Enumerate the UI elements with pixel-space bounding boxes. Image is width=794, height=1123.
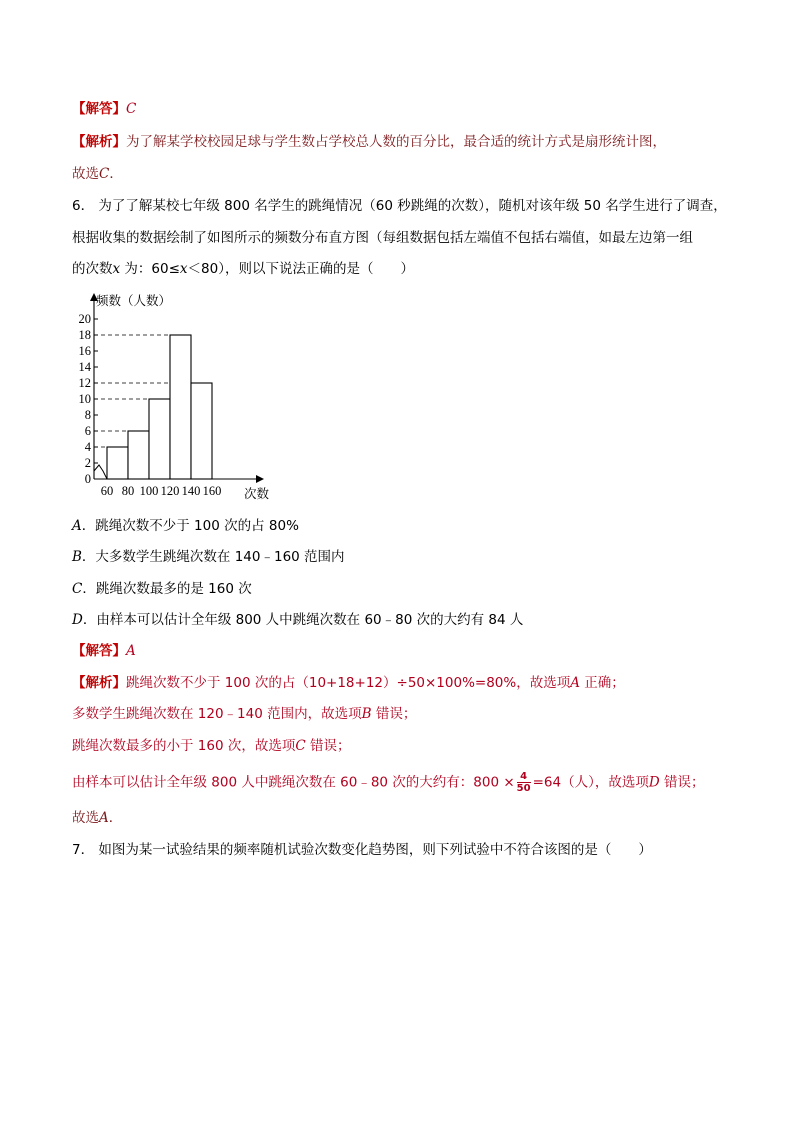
x-tick-label: 80	[121, 484, 135, 498]
q6-analysis-line4: 由样本可以估计全年级 800 人中跳绳次数在 60﹣80 次的大约有：800 × $\frac{4}{50}$ =64（人），故选项D 错误；	[72, 771, 705, 794]
option-d: D．由样本可以估计全年级 800 人中跳绳次数在 60﹣80 次的大约有 84 人	[72, 612, 524, 628]
y-tick-label: 2	[84, 456, 91, 470]
prev-answer-line	[72, 99, 136, 119]
y-axis-label: 频数（人数）	[96, 293, 172, 308]
q7-stem: 7． 如图为某一试验结果的频率随机试验次数变化趋势图，则下列试验中不符合该图的是（ ）	[72, 842, 652, 858]
histogram-bar	[128, 431, 149, 479]
histogram-bar	[149, 399, 170, 479]
y-tick-label: 20	[78, 312, 91, 326]
answer-tag: 【解答】	[72, 101, 126, 117]
q6-analysis-line1: 【解析】跳绳次数不少于 100 次的占（10+18+12）÷50×100%=80%，故选项A 正确；	[72, 675, 625, 691]
y-tick-label: 10	[78, 392, 91, 406]
analysis-text: 为了解某学校校园足球与学生数占学校总人数的百分比，最合适的统计方式是扇形统计图，	[126, 134, 666, 150]
chart-bars	[107, 335, 212, 479]
q6-stem-line3: 的次数x 为：60≤x＜80），则以下说法正确的是（ ）	[72, 261, 414, 277]
prev-analysis-line	[72, 132, 666, 152]
y-tick-label: 4	[84, 440, 91, 454]
axis-break	[94, 465, 107, 479]
y-tick-label: 12	[78, 376, 91, 390]
fraction: $\frac{4}{50}$	[516, 771, 531, 794]
x-axis-label: 次数	[244, 486, 270, 501]
histogram-bar	[107, 447, 128, 479]
answer-letter: C	[126, 101, 137, 117]
analysis-tag: 【解析】	[72, 134, 126, 150]
y-tick-label: 0	[84, 472, 91, 486]
x-tick-label: 60	[100, 484, 114, 498]
chart-x-ticks	[101, 484, 222, 498]
histogram-chart	[72, 285, 282, 507]
x-tick-label: 100	[139, 484, 159, 498]
x-tick-label: 120	[160, 484, 180, 498]
option-c: C．跳绳次数最多的是 160 次	[72, 581, 252, 597]
y-tick-label: 18	[78, 328, 91, 342]
prev-conclusion-line: 故选C．	[72, 166, 123, 182]
q6-analysis-line2: 多数学生跳绳次数在 120﹣140 范围内，故选项B 错误；	[72, 706, 417, 722]
y-tick-label: 8	[84, 408, 91, 422]
q6-analysis-line3: 跳绳次数最多的小于 160 次，故选项C 错误；	[72, 738, 351, 754]
x-axis-arrow	[256, 475, 264, 483]
histogram-bar	[191, 383, 212, 479]
histogram-bar	[170, 335, 191, 479]
chart-y-ticks	[79, 312, 99, 486]
x-tick-label: 140	[181, 484, 201, 498]
y-tick-label: 14	[78, 360, 91, 374]
option-b: B．大多数学生跳绳次数在 140﹣160 范围内	[72, 549, 345, 565]
q6-answer-line: 【解答】A	[72, 643, 136, 659]
q6-stem-line1: 6． 为了了解某校七年级 800 名学生的跳绳情况（60 秒跳绳的次数），随机对该年级 50 名学生进行了调查，	[72, 198, 727, 214]
option-a: A．跳绳次数不少于 100 次的占 80%	[72, 518, 299, 534]
y-tick-label: 6	[84, 424, 91, 438]
q6-conclusion-line: 故选A．	[72, 810, 123, 826]
x-tick-label: 160	[202, 484, 222, 498]
y-tick-label: 16	[78, 344, 91, 358]
q6-stem-line2: 根据收集的数据绘制了如图所示的频数分布直方图（每组数据包括左端值不包括右端值，如最左边第一组	[72, 230, 693, 246]
